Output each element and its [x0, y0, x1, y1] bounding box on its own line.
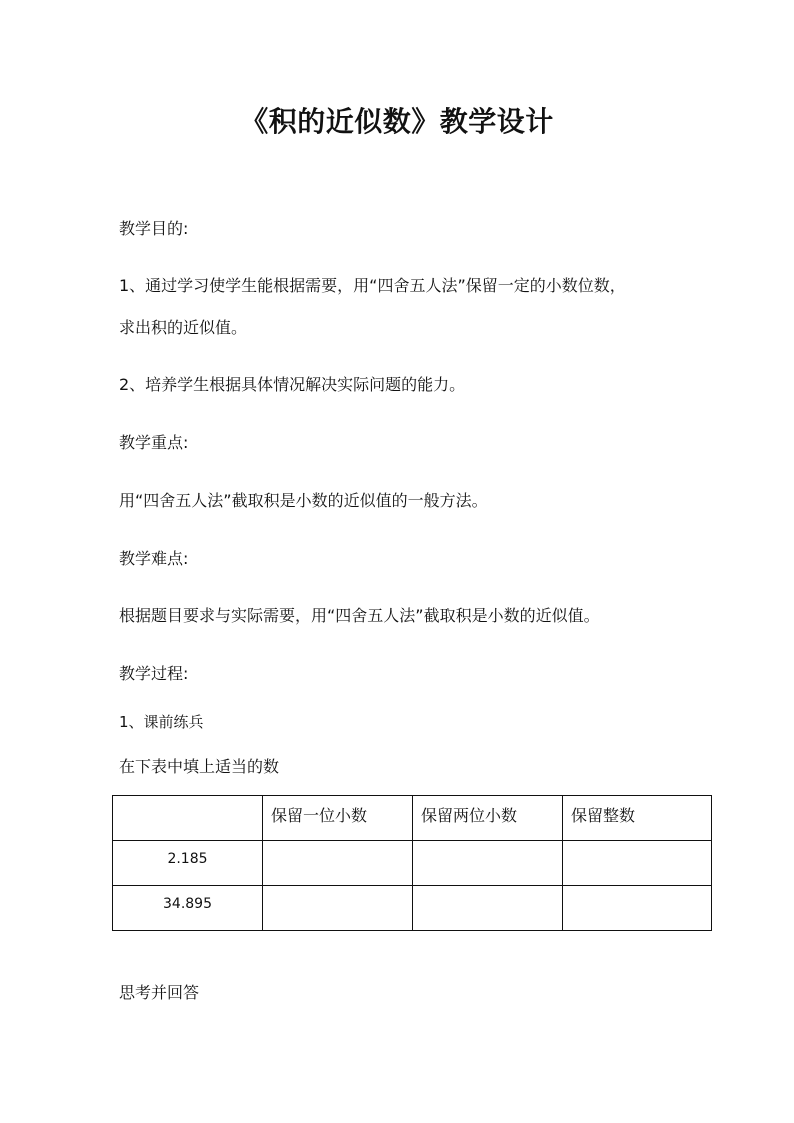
table-cell-two-decimals[interactable] [413, 841, 563, 886]
table-row [113, 841, 712, 886]
difficulty-text: 根据题目要求与实际需要，用“四舍五人法”截取积是小数的近似值。 [119, 606, 600, 625]
document-title: 《积的近似数》教学设计 [240, 105, 554, 138]
table-cell-integer[interactable] [563, 841, 712, 886]
table-cell-one-decimal[interactable] [263, 886, 413, 931]
goal-item-1-continued: 求出积的近似值。 [119, 318, 248, 337]
rounding-practice-table [112, 795, 712, 931]
table-row-number: 2.185 [113, 841, 263, 886]
think-and-answer: 思考并回答 [119, 983, 200, 1002]
goal-item-2: 2、培养学生根据具体情况解决实际问题的能力。 [119, 375, 466, 394]
table-cell-integer[interactable] [563, 886, 712, 931]
table-cell-one-decimal[interactable] [263, 841, 413, 886]
table-header-integer: 保留整数 [563, 796, 712, 841]
table-row-number: 34.895 [113, 886, 263, 931]
process-heading: 教学过程: [119, 664, 189, 683]
goal-item-1: 1、通过学习使学生能根据需要，用“四舍五人法”保留一定的小数位数， [119, 276, 626, 295]
difficulty-heading: 教学难点: [119, 549, 189, 568]
table-header-two-decimals: 保留两位小数 [413, 796, 563, 841]
process-step-1: 1、课前练兵 [119, 713, 204, 731]
table-instruction: 在下表中填上适当的数 [119, 757, 280, 776]
table-row [113, 886, 712, 931]
table-cell-two-decimals[interactable] [413, 886, 563, 931]
table-header-empty [113, 796, 263, 841]
goal-heading: 教学目的: [119, 219, 189, 238]
table-header-one-decimal: 保留一位小数 [263, 796, 413, 841]
key-point-text: 用“四舍五人法”截取积是小数的近似值的一般方法。 [119, 491, 488, 510]
table-header-row [113, 796, 712, 841]
key-point-heading: 教学重点: [119, 433, 189, 452]
